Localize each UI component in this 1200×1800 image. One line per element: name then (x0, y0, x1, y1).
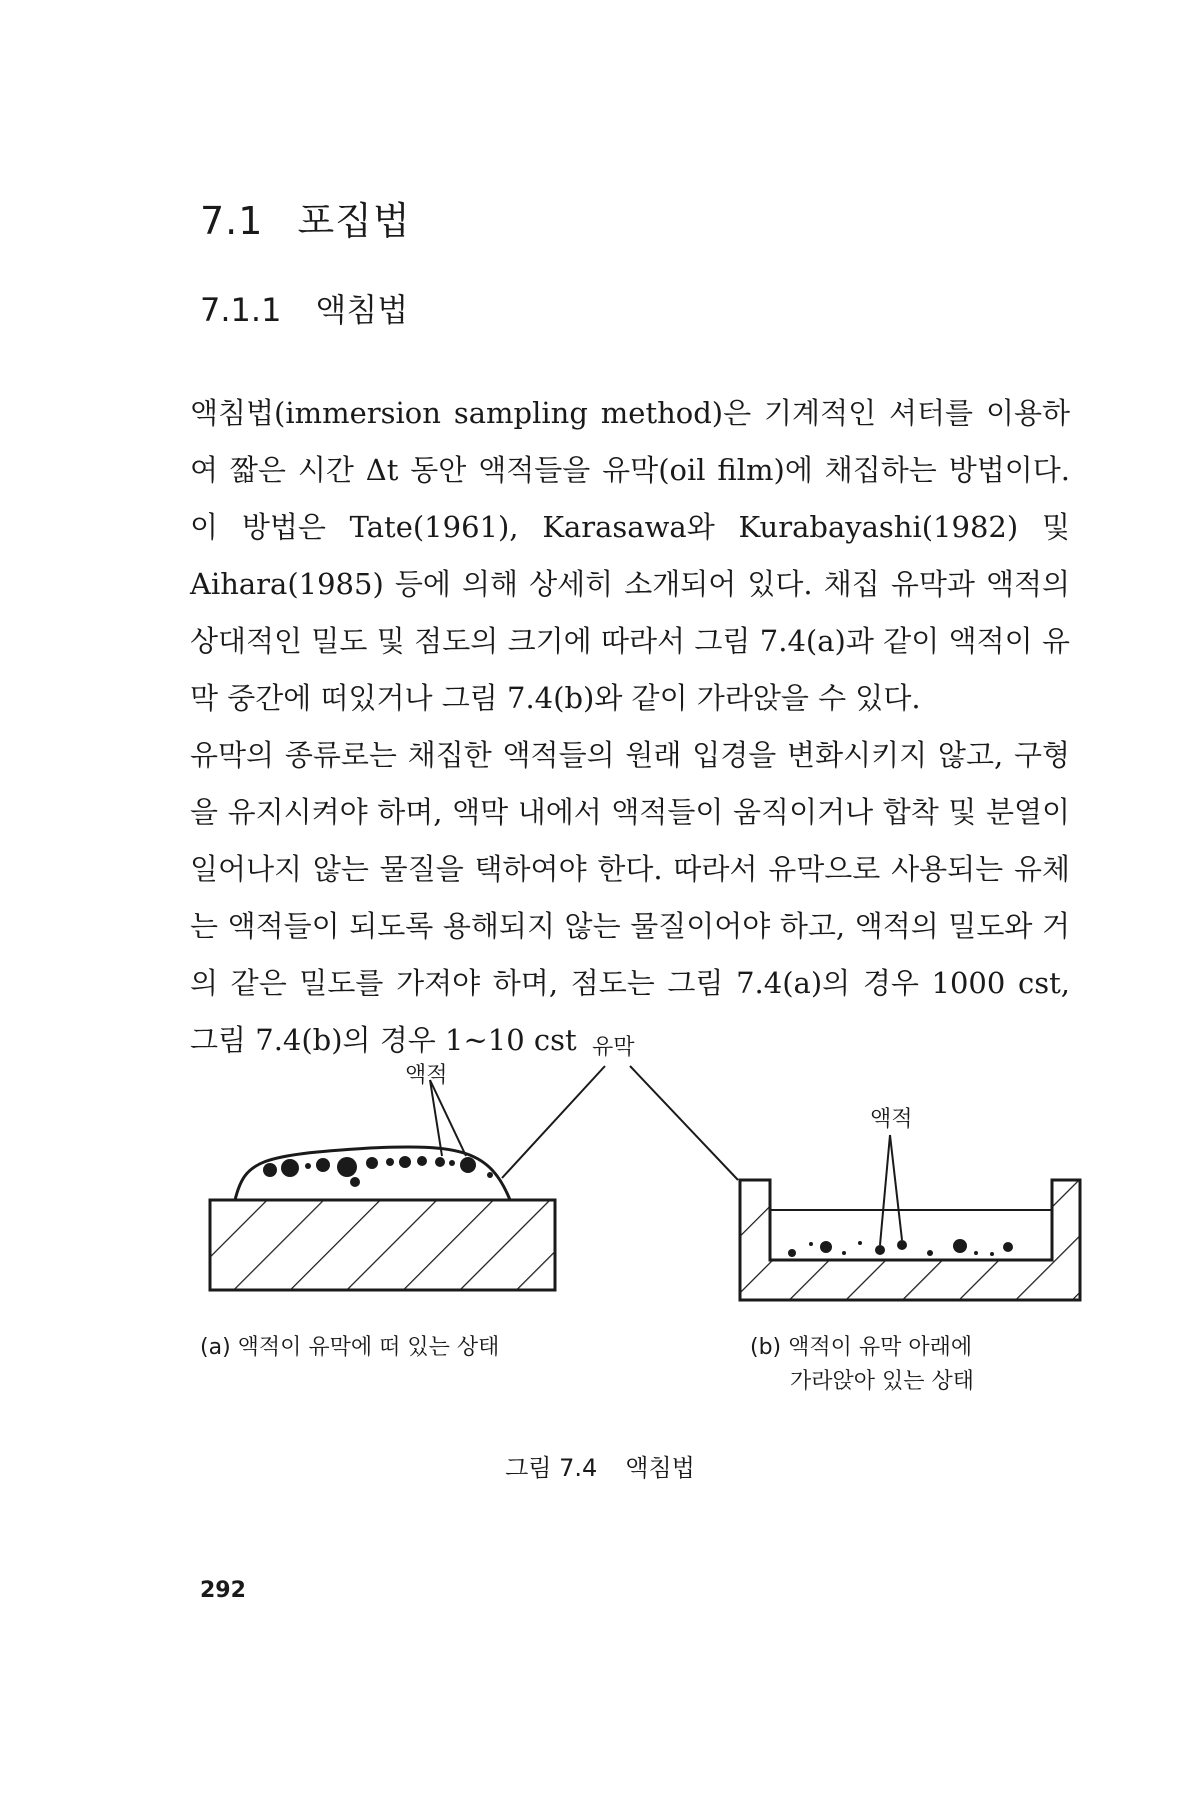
droplets-a (263, 1156, 493, 1187)
label-droplet-a: 액적 (405, 1063, 448, 1088)
subsection-title: 액침법 (315, 291, 409, 329)
section-heading (200, 190, 411, 245)
leader-line-oil-b (630, 1066, 738, 1180)
label-oil-film: 유막 (592, 1035, 635, 1060)
droplets-b (788, 1239, 1013, 1257)
subsection-number: 7.1.1 (200, 291, 282, 329)
leader-line-b1 (880, 1135, 890, 1245)
page-number: 292 (200, 1578, 246, 1603)
paragraph-2: 유막의 종류로는 채집한 액적들의 원래 입경을 변화시키지 않고, 구형을 유지시켜야 하며, 액막 내에서 액적들이 움직이거나 합착 및 분열이 일어나지 않는 물질을 택하여야 한다. 따라서 유막으로 사용되는 유체는 액적들이 되도록 용해되지 않는 물질이어야 하고, 액적의 밀도와 거의 같은 밀도를 가져야 하며, 점도는 그림 7.4(a)의 경우 1000 cst, 그림 7.4(b)의 경우 1~10 cst (190, 738, 1070, 1057)
body-text (190, 385, 1070, 1069)
caption-a: (a) 액적이 유막에 떠 있는 상태 (200, 1335, 500, 1360)
section-title: 포집법 (297, 199, 411, 243)
subsection-heading (200, 285, 408, 331)
figure-caption (0, 1448, 1200, 1483)
label-droplet-b: 액적 (870, 1107, 913, 1132)
oil-film-a (235, 1147, 510, 1200)
diagram-a (210, 1066, 605, 1290)
section-number: 7.1 (200, 199, 264, 243)
caption-b-line1: (b) 액적이 유막 아래에 (750, 1335, 973, 1360)
leader-line-oil-a (502, 1066, 605, 1178)
leader-line-b2 (890, 1135, 902, 1240)
diagram-b (630, 1066, 1080, 1300)
substrate-a (210, 1200, 555, 1290)
figure-title: 액침법 (625, 1454, 695, 1482)
figure-number: 그림 7.4 (505, 1454, 598, 1482)
container-b (740, 1180, 1080, 1300)
caption-b-line2: 가라앉아 있는 상태 (790, 1369, 975, 1394)
paragraph-1: 액침법(immersion sampling method)은 기계적인 셔터를 이용하여 짧은 시간 Δt 동안 액적들을 유막(oil film)에 채집하는 방법이다. 이 방법은 Tate(1961), Karasawa와 Kurabayashi(1982) 및 Aihara(1985) 등에 의해 상세히 소개되어 있다. 채집 유막과 액적의 상대적인 밀도 및 점도의 크기에 따라서 그림 7.4(a)과 같이 액적이 유막 중간에 떠있거나 그림 7.4(b)와 같이 가라앉을 수 있다. (190, 396, 1070, 715)
figure-7-4 (190, 1035, 1090, 1394)
